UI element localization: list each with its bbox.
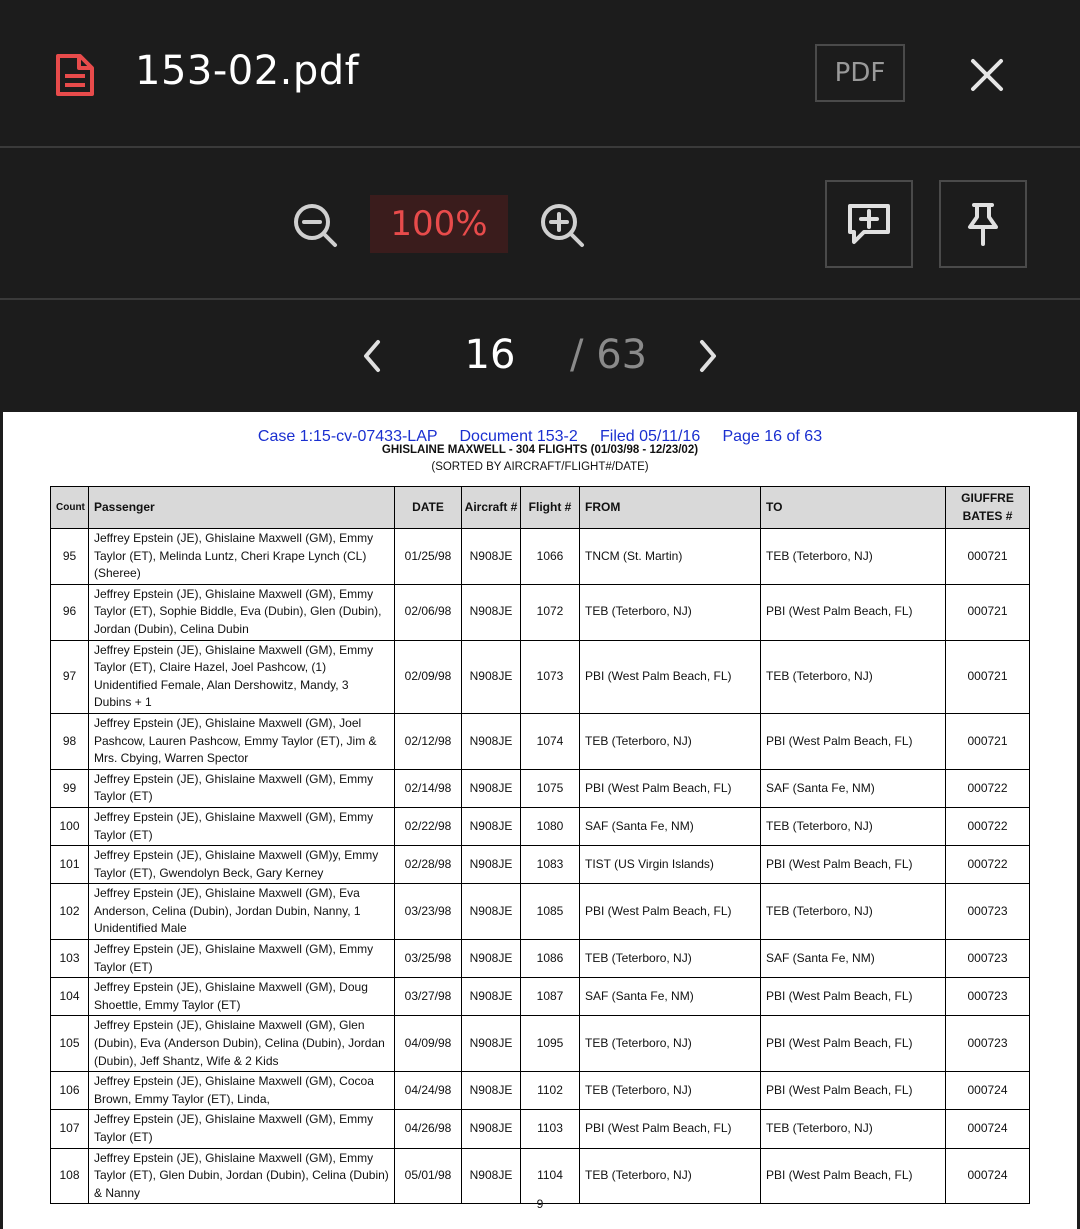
- table-cell-passenger: Jeffrey Epstein (JE), Ghislaine Maxwell (GM), Joel Pashcow, Lauren Pashcow, Emmy Taylor (ET), Jim & Mrs. Cbying, Warren Spector: [89, 713, 395, 769]
- table-cell-aircraft: N908JE: [462, 1072, 521, 1110]
- table-cell-count: 98: [51, 713, 89, 769]
- table-cell-bates: 000721: [946, 640, 1030, 713]
- table-cell-aircraft: N908JE: [462, 1016, 521, 1072]
- table-cell-passenger: Jeffrey Epstein (JE), Ghislaine Maxwell (GM), Emmy Taylor (ET): [89, 940, 395, 978]
- table-cell-flight: 1086: [521, 940, 580, 978]
- table-cell-to: SAF (Santa Fe, NM): [761, 940, 946, 978]
- table-row: [51, 640, 1030, 713]
- table-cell-from: TNCM (St. Martin): [580, 529, 761, 585]
- table-cell-aircraft: N908JE: [462, 640, 521, 713]
- table-cell-flight: 1080: [521, 807, 580, 845]
- table-cell-from: SAF (Santa Fe, NM): [580, 978, 761, 1016]
- table-cell-count: 102: [51, 884, 89, 940]
- zoom-out-icon[interactable]: [292, 202, 338, 248]
- table-cell-date: 02/09/98: [395, 640, 462, 713]
- table-cell-passenger: Jeffrey Epstein (JE), Ghislaine Maxwell (GM), Emmy Taylor (ET), Melinda Luntz, Cheri Krape Lynch (CL) (Sheree): [89, 529, 395, 585]
- table-cell-count: 104: [51, 978, 89, 1016]
- table-cell-count: 100: [51, 807, 89, 845]
- table-cell-from: SAF (Santa Fe, NM): [580, 807, 761, 845]
- table-cell-aircraft: N908JE: [462, 1110, 521, 1148]
- table-cell-flight: 1074: [521, 713, 580, 769]
- table-cell-to: PBI (West Palm Beach, FL): [761, 846, 946, 884]
- table-cell-passenger: Jeffrey Epstein (JE), Ghislaine Maxwell (GM), Cocoa Brown, Emmy Taylor (ET), Linda,: [89, 1072, 395, 1110]
- document-page: [3, 412, 1077, 1229]
- current-page[interactable]: 16: [464, 332, 516, 378]
- table-cell-from: TEB (Teterboro, NJ): [580, 1016, 761, 1072]
- table-cell-count: 107: [51, 1110, 89, 1148]
- table-cell-flight: 1095: [521, 1016, 580, 1072]
- table-cell-aircraft: N908JE: [462, 978, 521, 1016]
- table-cell-flight: 1072: [521, 584, 580, 640]
- table-cell-date: 02/06/98: [395, 584, 462, 640]
- table-cell-date: 04/24/98: [395, 1072, 462, 1110]
- column-header: TO: [761, 487, 946, 529]
- table-cell-bates: 000723: [946, 978, 1030, 1016]
- table-cell-bates: 000724: [946, 1072, 1030, 1110]
- file-name: 153-02.pdf: [135, 48, 360, 94]
- table-row: [51, 713, 1030, 769]
- zoom-toolbar: [0, 148, 1080, 300]
- table-cell-count: 103: [51, 940, 89, 978]
- table-cell-passenger: Jeffrey Epstein (JE), Ghislaine Maxwell (GM), Emmy Taylor (ET), Sophie Biddle, Eva (Dubin), Glen (Dubin), Jordan (Dubin), Celina Dubin: [89, 584, 395, 640]
- column-header: Count: [51, 487, 89, 529]
- table-cell-aircraft: N908JE: [462, 884, 521, 940]
- table-cell-flight: 1083: [521, 846, 580, 884]
- table-cell-aircraft: N908JE: [462, 846, 521, 884]
- table-cell-aircraft: N908JE: [462, 940, 521, 978]
- table-cell-count: 105: [51, 1016, 89, 1072]
- table-cell-count: 108: [51, 1148, 89, 1204]
- table-cell-aircraft: N908JE: [462, 529, 521, 585]
- table-cell-date: 03/25/98: [395, 940, 462, 978]
- table-cell-passenger: Jeffrey Epstein (JE), Ghislaine Maxwell (GM), Doug Shoettle, Emmy Taylor (ET): [89, 978, 395, 1016]
- page-number: 9: [536, 1197, 544, 1211]
- table-cell-bates: 000721: [946, 529, 1030, 585]
- table-cell-count: 96: [51, 584, 89, 640]
- zoom-in-icon[interactable]: [539, 202, 585, 248]
- table-cell-bates: 000723: [946, 940, 1030, 978]
- table-cell-date: 02/14/98: [395, 769, 462, 807]
- pin-button[interactable]: [939, 180, 1027, 268]
- table-cell-from: TEB (Teterboro, NJ): [580, 713, 761, 769]
- table-cell-aircraft: N908JE: [462, 713, 521, 769]
- table-cell-from: TEB (Teterboro, NJ): [580, 940, 761, 978]
- table-cell-bates: 000721: [946, 713, 1030, 769]
- table-cell-bates: 000723: [946, 884, 1030, 940]
- add-comment-button[interactable]: [825, 180, 913, 268]
- table-row: [51, 978, 1030, 1016]
- table-cell-date: 02/22/98: [395, 807, 462, 845]
- table-cell-date: 02/12/98: [395, 713, 462, 769]
- table-cell-flight: 1073: [521, 640, 580, 713]
- table-cell-passenger: Jeffrey Epstein (JE), Ghislaine Maxwell (GM), Glen (Dubin), Eva (Anderson Dubin), Celina (Dubin), Jordan (Dubin), Jeff Shantz, Wife & 2 Kids: [89, 1016, 395, 1072]
- table-row: [51, 940, 1030, 978]
- table-row: [51, 769, 1030, 807]
- table-cell-flight: 1075: [521, 769, 580, 807]
- table-cell-from: TEB (Teterboro, NJ): [580, 1072, 761, 1110]
- table-row: [51, 884, 1030, 940]
- column-header: FROM: [580, 487, 761, 529]
- document-icon: [54, 52, 96, 98]
- table-cell-from: TEB (Teterboro, NJ): [580, 1148, 761, 1204]
- flights-table: [50, 486, 1030, 1204]
- table-cell-bates: 000721: [946, 584, 1030, 640]
- viewer-header: [0, 0, 1080, 148]
- format-badge: PDF: [815, 44, 905, 102]
- table-cell-to: PBI (West Palm Beach, FL): [761, 584, 946, 640]
- table-cell-date: 03/27/98: [395, 978, 462, 1016]
- table-cell-to: TEB (Teterboro, NJ): [761, 640, 946, 713]
- table-cell-flight: 1087: [521, 978, 580, 1016]
- document-title: GHISLAINE MAXWELL - 304 FLIGHTS (01/03/98 - 12/23/02): [381, 444, 699, 456]
- column-header: GIUFFRE BATES #: [946, 487, 1030, 529]
- table-cell-aircraft: N908JE: [462, 769, 521, 807]
- table-cell-passenger: Jeffrey Epstein (JE), Ghislaine Maxwell (GM), Emmy Taylor (ET): [89, 1110, 395, 1148]
- column-header: Flight #: [521, 487, 580, 529]
- column-header: Aircraft #: [462, 487, 521, 529]
- table-cell-bates: 000724: [946, 1148, 1030, 1204]
- table-cell-passenger: Jeffrey Epstein (JE), Ghislaine Maxwell (GM), Eva Anderson, Celina (Dubin), Jordan Dubin, Nanny, 1 Unidentified Male: [89, 884, 395, 940]
- table-cell-to: PBI (West Palm Beach, FL): [761, 1148, 946, 1204]
- table-cell-count: 95: [51, 529, 89, 585]
- table-header-row: [51, 487, 1030, 529]
- column-header: Passenger: [89, 487, 395, 529]
- table-cell-date: 05/01/98: [395, 1148, 462, 1204]
- chevron-right-icon[interactable]: [690, 336, 724, 376]
- table-cell-date: 03/23/98: [395, 884, 462, 940]
- table-cell-flight: 1104: [521, 1148, 580, 1204]
- table-cell-passenger: Jeffrey Epstein (JE), Ghislaine Maxwell (GM)y, Emmy Taylor (ET), Gwendolyn Beck, Gary Kerney: [89, 846, 395, 884]
- zoom-level[interactable]: 100%: [370, 195, 508, 253]
- table-cell-flight: 1103: [521, 1110, 580, 1148]
- table-cell-to: SAF (Santa Fe, NM): [761, 769, 946, 807]
- table-cell-date: 02/28/98: [395, 846, 462, 884]
- table-cell-from: TEB (Teterboro, NJ): [580, 584, 761, 640]
- table-row: [51, 1072, 1030, 1110]
- total-pages: / 63: [570, 332, 648, 378]
- table-cell-from: PBI (West Palm Beach, FL): [580, 769, 761, 807]
- table-cell-passenger: Jeffrey Epstein (JE), Ghislaine Maxwell (GM), Emmy Taylor (ET): [89, 769, 395, 807]
- table-row: [51, 807, 1030, 845]
- pagination-bar: [0, 300, 1080, 412]
- pin-icon: [960, 201, 1006, 247]
- table-row: [51, 584, 1030, 640]
- case-header: Case 1:15-cv-07433-LAP Document 153-2 Filed 05/11/16 Page 16 of 63: [257, 428, 823, 445]
- table-row: [51, 846, 1030, 884]
- table-row: [51, 1148, 1030, 1204]
- table-cell-to: PBI (West Palm Beach, FL): [761, 978, 946, 1016]
- table-cell-aircraft: N908JE: [462, 807, 521, 845]
- table-cell-from: PBI (West Palm Beach, FL): [580, 1110, 761, 1148]
- table-cell-flight: 1102: [521, 1072, 580, 1110]
- table-cell-bates: 000722: [946, 807, 1030, 845]
- column-header: DATE: [395, 487, 462, 529]
- table-cell-to: PBI (West Palm Beach, FL): [761, 1016, 946, 1072]
- table-cell-aircraft: N908JE: [462, 1148, 521, 1204]
- table-cell-to: TEB (Teterboro, NJ): [761, 807, 946, 845]
- add-comment-icon: [846, 201, 892, 247]
- table-cell-passenger: Jeffrey Epstein (JE), Ghislaine Maxwell (GM), Emmy Taylor (ET), Claire Hazel, Joel Pashcow, (1) Unidentified Female, Alan Dershowitz, Mandy, 3 Dubins + 1: [89, 640, 395, 713]
- table-cell-date: 04/09/98: [395, 1016, 462, 1072]
- close-icon[interactable]: [962, 50, 1012, 100]
- table-cell-passenger: Jeffrey Epstein (JE), Ghislaine Maxwell (GM), Emmy Taylor (ET), Glen Dubin, Jordan (Dubin), Celina (Dubin) & Nanny: [89, 1148, 395, 1204]
- table-cell-to: PBI (West Palm Beach, FL): [761, 713, 946, 769]
- chevron-left-icon[interactable]: [356, 336, 390, 376]
- table-cell-date: 04/26/98: [395, 1110, 462, 1148]
- table-cell-flight: 1066: [521, 529, 580, 585]
- table-cell-bates: 000724: [946, 1110, 1030, 1148]
- table-cell-from: TIST (US Virgin Islands): [580, 846, 761, 884]
- table-cell-to: TEB (Teterboro, NJ): [761, 529, 946, 585]
- table-cell-from: PBI (West Palm Beach, FL): [580, 640, 761, 713]
- table-cell-passenger: Jeffrey Epstein (JE), Ghislaine Maxwell (GM), Emmy Taylor (ET): [89, 807, 395, 845]
- table-cell-from: PBI (West Palm Beach, FL): [580, 884, 761, 940]
- table-cell-to: PBI (West Palm Beach, FL): [761, 1072, 946, 1110]
- table-cell-count: 101: [51, 846, 89, 884]
- table-cell-to: TEB (Teterboro, NJ): [761, 884, 946, 940]
- table-cell-bates: 000723: [946, 1016, 1030, 1072]
- table-cell-bates: 000722: [946, 846, 1030, 884]
- table-row: [51, 529, 1030, 585]
- document-subtitle: (SORTED BY AIRCRAFT/FLIGHT#/DATE): [431, 461, 649, 473]
- table-cell-count: 106: [51, 1072, 89, 1110]
- table-cell-aircraft: N908JE: [462, 584, 521, 640]
- table-cell-to: TEB (Teterboro, NJ): [761, 1110, 946, 1148]
- table-cell-date: 01/25/98: [395, 529, 462, 585]
- table-cell-count: 97: [51, 640, 89, 713]
- table-row: [51, 1016, 1030, 1072]
- table-cell-count: 99: [51, 769, 89, 807]
- table-cell-flight: 1085: [521, 884, 580, 940]
- table-cell-bates: 000722: [946, 769, 1030, 807]
- table-row: [51, 1110, 1030, 1148]
